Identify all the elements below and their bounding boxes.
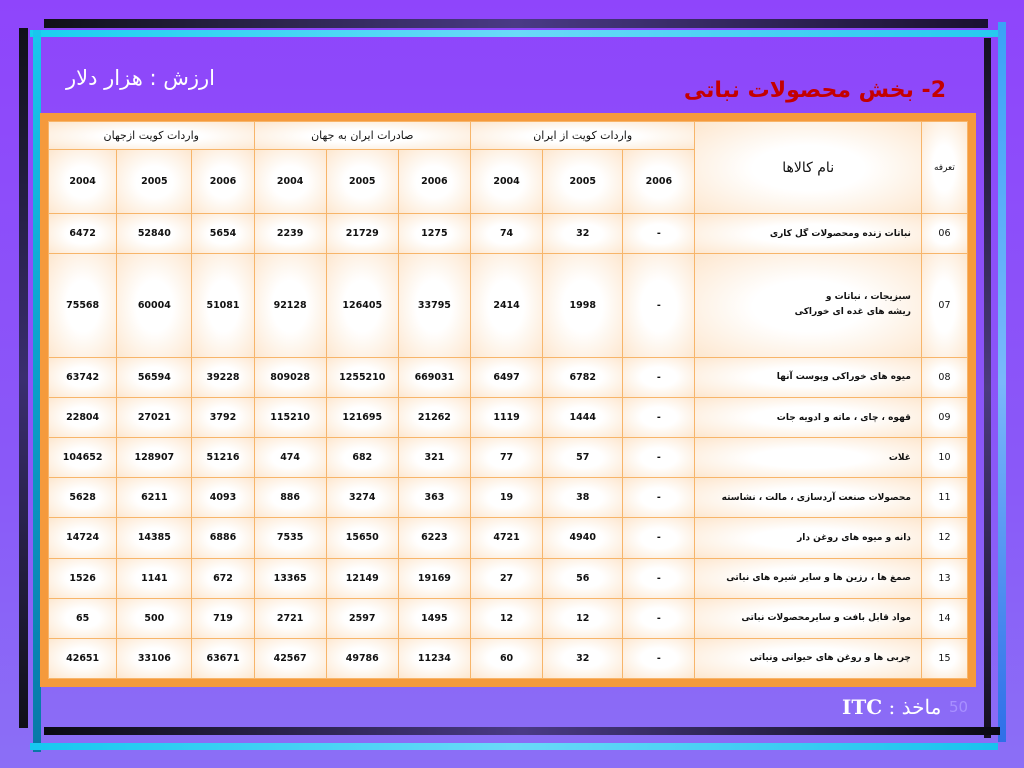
table-cell: 6223 [398,518,470,558]
frame-bar-bottom-cyan [30,743,998,750]
table-cell: 3274 [326,478,398,518]
year-header: 2006 [192,150,254,214]
frame-bar-bottom-dark [44,727,1000,735]
table-cell: - [623,357,695,397]
table-cell: 42567 [254,638,326,678]
kuwait-imports-from-iran-header: واردات کویت از ایران [470,122,694,150]
table-row [49,558,968,598]
tariff-code: 14 [921,598,967,638]
table-cell: 719 [192,598,254,638]
table-cell: 2597 [326,598,398,638]
table-cell: 42651 [49,638,117,678]
tariff-code: 12 [921,518,967,558]
table-cell: - [623,558,695,598]
table-cell: 27 [470,558,542,598]
table-cell: 22804 [49,397,117,437]
table-cell: 104652 [49,438,117,478]
table-cell: 39228 [192,357,254,397]
table-cell: 4940 [543,518,623,558]
table-cell: 15650 [326,518,398,558]
table-cell: 19 [470,478,542,518]
table-cell: 128907 [117,438,192,478]
table-cell: - [623,214,695,254]
table-cell: 1275 [398,214,470,254]
table-cell: 669031 [398,357,470,397]
table-cell: 3792 [192,397,254,437]
table-cell: 63742 [49,357,117,397]
table-cell: 56 [543,558,623,598]
table-cell: - [623,598,695,638]
table-cell: 1998 [543,254,623,358]
table-cell: 12 [543,598,623,638]
table-cell: 65 [49,598,117,638]
table-cell: 886 [254,478,326,518]
page-number: 50 [949,698,969,716]
table-cell: 115210 [254,397,326,437]
table-cell: 49786 [326,638,398,678]
table-cell: - [623,438,695,478]
table-cell: 75568 [49,254,117,358]
goods-name: قهوه ، چای ، ماته و ادویه جات [695,397,921,437]
table-cell: 60 [470,638,542,678]
year-header: 2006 [623,150,695,214]
table-cell: 6782 [543,357,623,397]
goods-name: دانه و میوه های روغن دار [695,518,921,558]
table-row [49,478,968,518]
source-value: ITC [842,695,883,719]
table-cell: - [623,478,695,518]
goods-name: غلات [695,438,921,478]
year-header: 2005 [543,150,623,214]
frame-bar-top-dark [44,19,988,28]
kuwait-imports-from-world-header: واردات کویت ازجهان [49,122,255,150]
table-cell: 51216 [192,438,254,478]
table-cell: 57 [543,438,623,478]
year-header: 2006 [398,150,470,214]
table-cell: 1119 [470,397,542,437]
table-cell: 672 [192,558,254,598]
table-cell: 1526 [49,558,117,598]
table-cell: 126405 [326,254,398,358]
table-row [49,357,968,397]
table-cell: 1141 [117,558,192,598]
table-cell: - [623,518,695,558]
table-cell: 1255210 [326,357,398,397]
table-cell: 500 [117,598,192,638]
frame-bar-right-dark [984,38,991,738]
table-cell: 63671 [192,638,254,678]
year-header: 2005 [326,150,398,214]
goods-name-line: سبزیجات ، نباتات و [825,292,911,303]
frame-bar-right-blue [998,22,1006,742]
table-cell: 51081 [192,254,254,358]
table-cell: 21262 [398,397,470,437]
tariff-code: 10 [921,438,967,478]
goods-name: مواد قابل بافت و سایرمحصولات نباتی [695,598,921,638]
table-cell: 33106 [117,638,192,678]
table-cell: 27021 [117,397,192,437]
table-cell: 74 [470,214,542,254]
table-cell: 7535 [254,518,326,558]
table-cell: 38 [543,478,623,518]
table-cell: 2414 [470,254,542,358]
goods-name: چربی ها و روغن های حیوانی ونباتی [695,638,921,678]
table-cell: 2239 [254,214,326,254]
table-cell: 77 [470,438,542,478]
tariff-code: 08 [921,357,967,397]
table-cell: 4093 [192,478,254,518]
table-cell: 321 [398,438,470,478]
table-row [49,638,968,678]
table-cell: 6472 [49,214,117,254]
table-cell: 14724 [49,518,117,558]
table-cell: - [623,638,695,678]
tariff-header: تعرفه [921,122,967,214]
table-cell: 32 [543,214,623,254]
table-cell: 363 [398,478,470,518]
table-cell: 56594 [117,357,192,397]
year-header: 2005 [117,150,192,214]
year-header: 2004 [254,150,326,214]
data-table-frame [40,113,976,687]
table-cell: 4721 [470,518,542,558]
table-row [49,397,968,437]
table-cell: - [623,397,695,437]
tariff-code: 09 [921,397,967,437]
table-cell: 2721 [254,598,326,638]
tariff-code: 13 [921,558,967,598]
goods-name-line: ریشه های غده ای خوراکی [794,307,911,318]
tariff-code: 11 [921,478,967,518]
iran-exports-to-world-header: صادرات ایران به جهان [254,122,470,150]
table-cell: 21729 [326,214,398,254]
table-cell: 682 [326,438,398,478]
section-title: 2- بخش محصولات نباتی [683,78,946,103]
table-cell: 33795 [398,254,470,358]
table-cell: 809028 [254,357,326,397]
table-cell: 5654 [192,214,254,254]
table-cell: 60004 [117,254,192,358]
table-cell: - [623,254,695,358]
tariff-code: 06 [921,214,967,254]
year-header: 2004 [49,150,117,214]
value-unit-label: ارزش : هزار دلار [66,66,215,90]
table-cell: 13365 [254,558,326,598]
table-row [49,214,968,254]
goods-name: نباتات زنده ومحصولات گل کاری [695,214,921,254]
table-cell: 32 [543,638,623,678]
tariff-code: 15 [921,638,967,678]
table-cell: 5628 [49,478,117,518]
frame-bar-left-dark [19,28,28,728]
table-cell: 52840 [117,214,192,254]
table-cell: 12149 [326,558,398,598]
table-cell: 6497 [470,357,542,397]
goods-name: صمغ ها ، رزین ها و سایر شیره های نباتی [695,558,921,598]
table-cell: 1495 [398,598,470,638]
table-cell: 19169 [398,558,470,598]
table-row [49,254,968,358]
table-cell: 6211 [117,478,192,518]
table-cell: 6886 [192,518,254,558]
table-header-row [49,122,968,150]
source-note [842,695,941,719]
year-header: 2004 [470,150,542,214]
table-cell: 11234 [398,638,470,678]
table-row [49,438,968,478]
table-row [49,518,968,558]
trade-data-table [48,121,968,679]
table-cell: 14385 [117,518,192,558]
goods-name-header: نام کالاها [695,122,921,214]
goods-name: محصولات صنعت آردسازی ، مالت ، نشاسته [695,478,921,518]
tariff-code: 07 [921,254,967,358]
table-cell: 12 [470,598,542,638]
table-cell: 474 [254,438,326,478]
table-row [49,598,968,638]
frame-bar-top-cyan [30,30,1004,37]
goods-name: میوه های خوراکی وپوست آنها [695,357,921,397]
goods-name [695,254,921,358]
table-cell: 121695 [326,397,398,437]
table-cell: 1444 [543,397,623,437]
source-label: ماخذ : [888,695,942,719]
table-cell: 92128 [254,254,326,358]
